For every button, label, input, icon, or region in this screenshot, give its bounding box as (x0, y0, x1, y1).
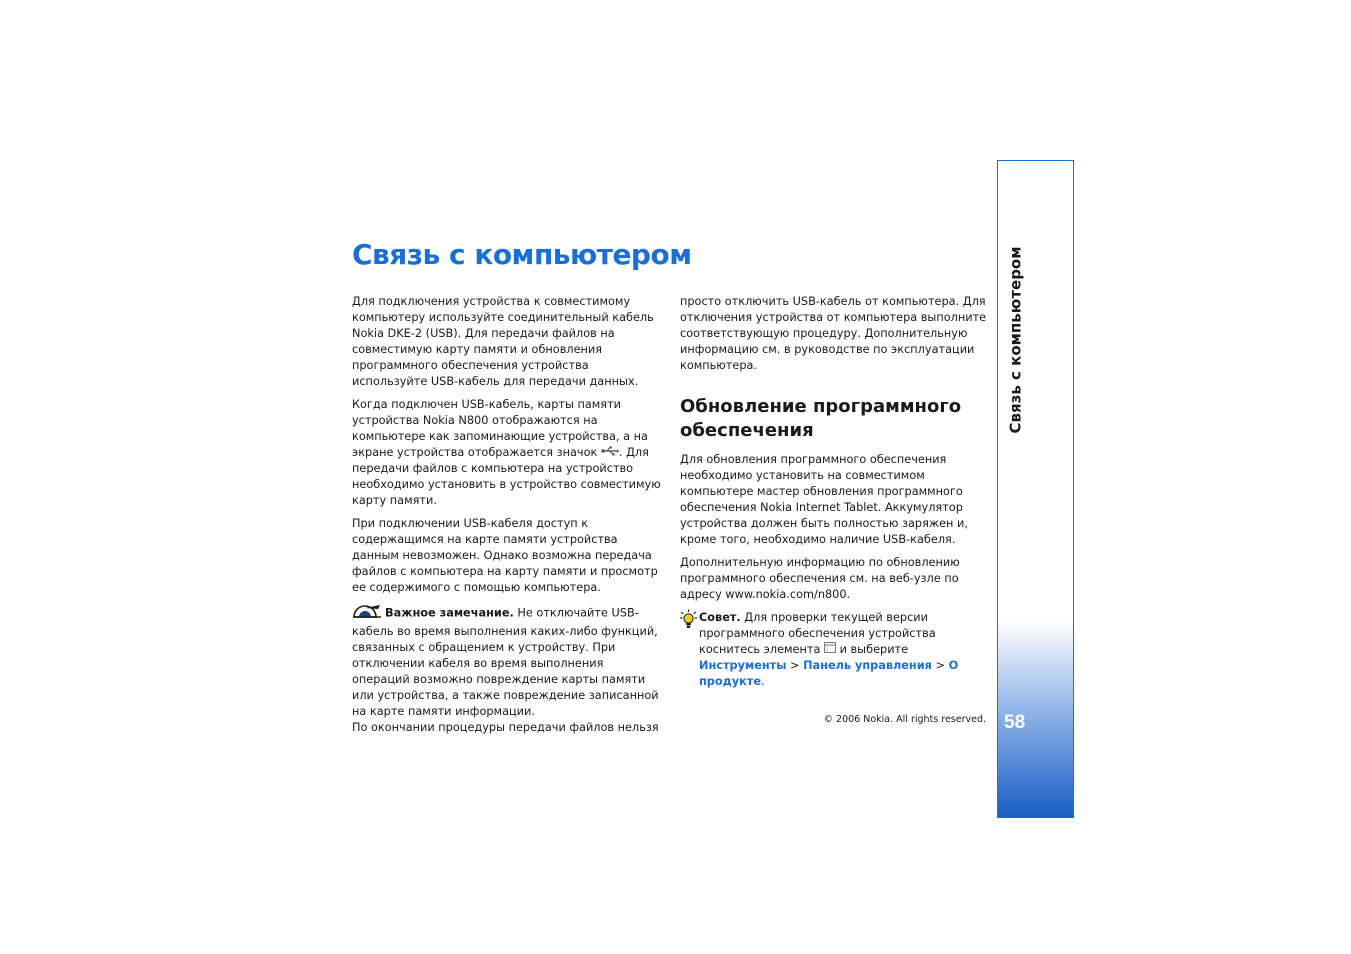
tip-block (680, 610, 988, 690)
menu-path-control-panel: Панель управления (803, 659, 932, 672)
menu-path-separator-2: > (931, 659, 949, 672)
menu-path-separator-1: > (786, 659, 804, 672)
copyright-footer: © 2006 Nokia. All rights reserved. (823, 714, 986, 725)
important-note-label: Важное замечание. (385, 606, 514, 620)
paragraph-usb-cable: Для подключения устройства к совместимому компьютеру используйте соединительный кабель Nokia DKE-2 (USB). Для передачи файлов на совместимую карту памяти и обновления программного обеспечения устройства используйте USB-кабель для передачи данных. (352, 295, 654, 388)
paragraph-memory-cards (352, 397, 662, 509)
side-chapter-title (1004, 246, 1028, 434)
important-note-icon (352, 602, 382, 623)
tip-label: Совет. (699, 611, 741, 624)
paragraph-disconnect-start: По окончании процедуры передачи файлов нельзя (352, 721, 659, 734)
paragraph-memory-cards-start: Когда подключен USB-кабель, карты памяти устройства Nokia N800 отображаются на компьютере как запоминающие устройства, а на экране устройства отображается значок (352, 398, 648, 459)
menu-path-tools: Инструменты (699, 659, 787, 672)
tip-text (699, 610, 988, 690)
tip-end: . (761, 675, 765, 688)
paragraph-memory-cards-end: . Для передачи файлов с компьютера на устройство необходимо установить в устройство совместимую карту памяти. (352, 446, 661, 507)
page-title: Связь с компьютером (352, 238, 692, 271)
menu-element-icon (824, 642, 836, 658)
tip-text-start: Для проверки текущей версии программного обеспечения устройства коснитесь элемента (699, 611, 936, 656)
right-column (680, 294, 988, 690)
tip-choose-text: и выберите (836, 643, 909, 656)
paragraph-update-requirements: Для обновления программного обеспечения необходимо установить на совместимом компьютере мастер обновления программного обеспечения Nokia Internet Tablet. Аккумулятор устройства должен быть полностью заряжен и, кроме того, необходимо наличие USB-кабеля. (680, 453, 968, 546)
page-number: 58 (1004, 712, 1026, 733)
left-column (352, 294, 662, 743)
lightbulb-tip-icon (680, 609, 697, 634)
paragraph-update-info: Дополнительную информацию по обновлению программного обеспечения см. на веб-узле по адресу www.nokia.com/n800. (680, 556, 960, 601)
important-note (352, 603, 662, 720)
paragraph-disconnect-end: просто отключить USB-кабель от компьютера. Для отключения устройства от компьютера выполните соответствующую процедуру. Дополнительную информацию см. в руководстве по эксплуатации компьютера. (680, 295, 987, 372)
side-chapter-title-text: Связь с компьютером (1007, 246, 1025, 434)
important-note-text: Не отключайте USB-кабель во время выполнения каких-либо функций, связанных с обращением к устройству. При отключении кабеля во время выполнения операций возможно повреждение карты памяти или устройства, а также повреждение записанной на карте памяти информации. (352, 606, 659, 718)
usb-icon (601, 445, 619, 461)
section-heading-software-update: Обновление программного обеспечения (680, 396, 962, 441)
menu-path-about: О продукте (699, 659, 959, 688)
paragraph-access: При подключении USB-кабеля доступ к содержащимся на карте памяти устройства данным невозможен. Однако возможна передача файлов с компьютера на карту памяти и просмотр ее содержимого с помощью компьютера. (352, 517, 658, 594)
